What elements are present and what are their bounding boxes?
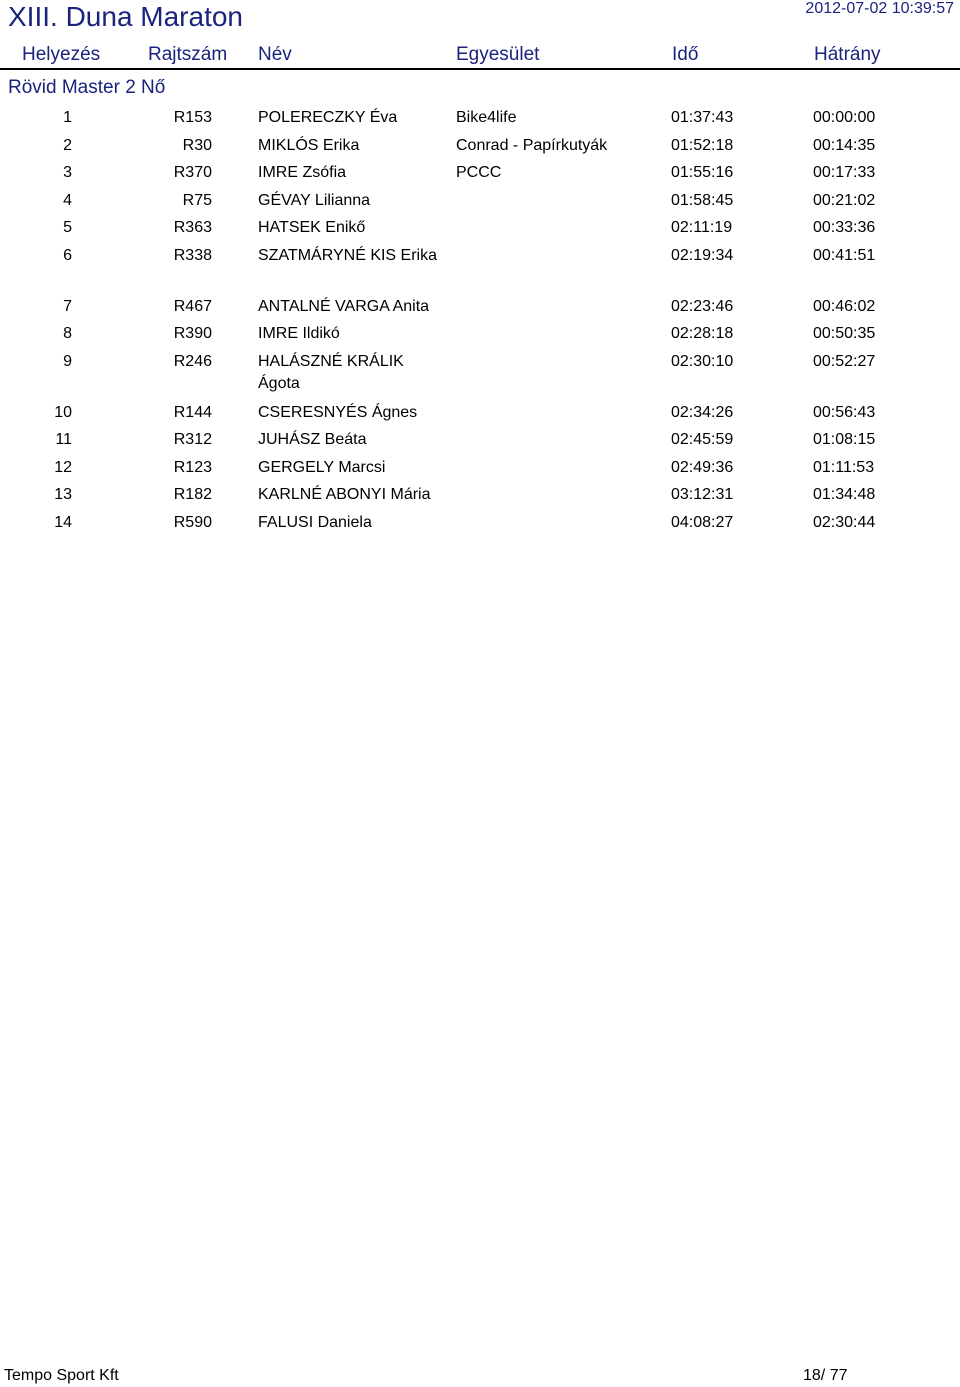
- result-position: 5: [63, 219, 72, 236]
- result-name: POLERECZKY Éva: [258, 109, 398, 126]
- result-name: HATSEK Enikő: [258, 219, 366, 236]
- result-name: IMRE Ildikó: [258, 325, 340, 342]
- table-row: [0, 349, 960, 400]
- result-bib: R338: [173, 246, 212, 264]
- result-bib: R144: [173, 403, 212, 421]
- result-time: 02:19:34: [671, 246, 734, 264]
- result-gap: 00:56:43: [813, 403, 876, 421]
- result-club: Conrad - Papírkutyák: [456, 136, 608, 154]
- table-row: [0, 455, 960, 483]
- result-name: KARLNÉ ABONYI Mária: [258, 486, 431, 503]
- result-name: CSERESNYÉS Ágnes: [258, 403, 418, 421]
- table-row: [0, 294, 960, 322]
- result-position: 2: [63, 136, 72, 154]
- result-gap: 00:41:51: [813, 246, 876, 264]
- result-position: 12: [54, 458, 72, 476]
- result-gap: 00:21:02: [813, 191, 876, 209]
- result-time: 01:58:45: [671, 191, 734, 209]
- table-row: [0, 160, 960, 188]
- result-position: 9: [63, 352, 72, 370]
- result-gap: 01:34:48: [813, 486, 876, 503]
- result-club: PCCC: [456, 164, 502, 181]
- column-header-position: Helyezés: [22, 44, 101, 65]
- result-time: 01:55:16: [671, 164, 734, 181]
- result-name: SZATMÁRYNÉ KIS Erika: [258, 246, 437, 264]
- result-bib: R246: [173, 352, 212, 370]
- table-row: [0, 188, 960, 216]
- result-time: 02:30:10: [671, 352, 734, 370]
- result-time: 02:11:19: [671, 219, 733, 236]
- result-name: GÉVAY Lilianna: [258, 191, 371, 209]
- result-time: 02:34:26: [671, 403, 734, 421]
- result-gap: 02:30:44: [813, 513, 876, 531]
- result-position: 7: [63, 297, 72, 315]
- result-bib: R390: [173, 325, 212, 342]
- result-name: ANTALNÉ VARGA Anita: [258, 297, 430, 315]
- result-gap: 00:00:00: [813, 109, 876, 126]
- result-bib: R370: [173, 164, 212, 181]
- column-header-name: Név: [258, 44, 292, 65]
- result-gap: 00:46:02: [813, 297, 876, 315]
- table-row: [0, 427, 960, 455]
- result-time: 02:23:46: [671, 297, 734, 315]
- result-gap: 01:11:53: [813, 458, 875, 476]
- column-header-club: Egyesület: [456, 44, 540, 65]
- result-gap: 00:17:33: [813, 164, 876, 181]
- document-title: XIII. Duna Maraton: [8, 1, 244, 32]
- result-time: 03:12:31: [671, 486, 734, 503]
- table-row: [0, 400, 960, 428]
- result-time: 02:28:18: [671, 325, 734, 342]
- print-timestamp: 2012-07-02 10:39:57: [805, 0, 954, 17]
- result-bib: R30: [182, 136, 212, 154]
- result-position: 13: [54, 486, 72, 503]
- table-row: [0, 215, 960, 243]
- result-position: 8: [63, 325, 72, 342]
- result-bib: R312: [173, 431, 212, 448]
- result-bib: R75: [182, 191, 212, 209]
- result-position: 10: [54, 403, 72, 421]
- result-bib: R153: [173, 109, 212, 126]
- result-position: 1: [63, 109, 72, 126]
- result-name: HALÁSZNÉ KRÁLIK Ágota: [258, 352, 404, 392]
- column-header-time: Idő: [672, 44, 699, 65]
- result-position: 3: [63, 164, 72, 181]
- result-time: 01:52:18: [671, 136, 734, 154]
- column-header-row: [0, 40, 960, 70]
- table-row: [0, 321, 960, 349]
- result-bib: R590: [173, 513, 212, 531]
- result-time: 02:45:59: [671, 431, 734, 448]
- table-row: [0, 482, 960, 510]
- column-header-gap: Hátrány: [814, 44, 881, 65]
- result-club: Bike4life: [456, 109, 517, 126]
- result-gap: 00:50:35: [813, 325, 876, 342]
- result-time: 04:08:27: [671, 513, 734, 531]
- results-table: [0, 105, 960, 537]
- result-time: 02:49:36: [671, 458, 734, 476]
- result-name: FALUSI Daniela: [258, 513, 372, 531]
- result-gap: 00:52:27: [813, 352, 876, 370]
- result-name: IMRE Zsófia: [258, 164, 347, 181]
- table-row: [0, 105, 960, 133]
- column-header-bib: Rajtszám: [148, 44, 228, 65]
- result-position: 14: [54, 513, 72, 531]
- result-name: JUHÁSZ Beáta: [258, 431, 367, 448]
- result-bib: R467: [173, 297, 212, 315]
- result-gap: 01:08:15: [813, 431, 876, 448]
- category-title: Rövid Master 2 Nő: [8, 77, 166, 98]
- result-position: 6: [63, 246, 72, 264]
- result-position: 11: [55, 431, 72, 448]
- result-gap: 00:33:36: [813, 219, 876, 236]
- result-bib: R363: [173, 219, 212, 236]
- footer-company: Tempo Sport Kft: [4, 1367, 119, 1384]
- table-row: [0, 133, 960, 161]
- result-name: GERGELY Marcsi: [258, 458, 386, 476]
- result-name: MIKLÓS Erika: [258, 136, 360, 154]
- result-bib: R123: [173, 458, 212, 476]
- table-row: [0, 510, 960, 538]
- result-gap: 00:14:35: [813, 136, 876, 154]
- result-bib: R182: [173, 486, 212, 503]
- table-row: [0, 243, 960, 294]
- result-position: 4: [63, 191, 72, 209]
- result-time: 01:37:43: [671, 109, 734, 126]
- footer-page-number: 18/ 77: [803, 1367, 848, 1384]
